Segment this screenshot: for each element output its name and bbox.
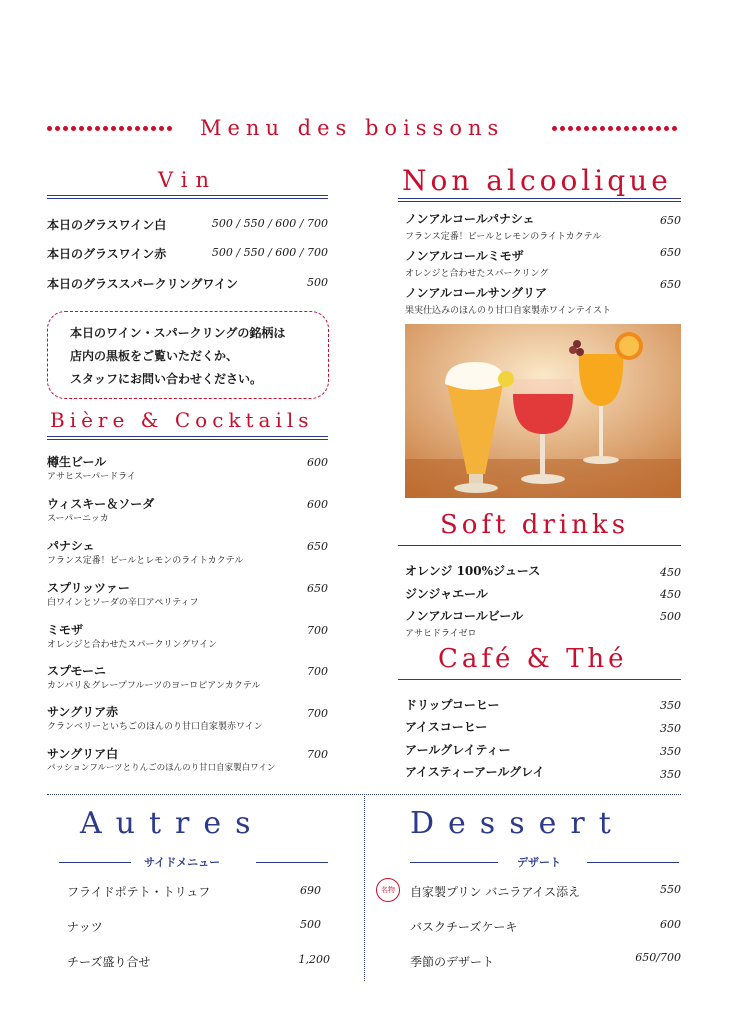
biere-sub-4: オレンジと合わせたスパークリングワイン <box>47 640 218 650</box>
drinks-photo <box>405 324 681 498</box>
vin-price-0: 500 / 550 / 600 / 700 <box>211 217 328 230</box>
drinks-illustration <box>405 324 681 498</box>
non-alc-rule-1 <box>398 198 681 199</box>
biere-price-2: 650 <box>307 540 328 553</box>
dessert-item-0: 自家製プリン バニラアイス添え <box>410 885 581 899</box>
dessert-item-2: 季節のデザート <box>410 955 495 969</box>
non-alc-price-2: 650 <box>660 278 681 291</box>
autres-item-0: フライドポテト・トリュフ <box>67 885 211 899</box>
autres-price-0: 690 <box>300 884 321 897</box>
biere-price-6: 700 <box>307 707 328 720</box>
biere-item-1: ウィスキー＆ソーダ <box>47 497 155 511</box>
biere-sub-7: パッションフルーツとりんごのほんのり甘口自家製白ワイン <box>47 763 276 773</box>
vin-price-2: 500 <box>307 276 328 289</box>
non-alc-item-0: ノンアルコールパナシェ <box>405 212 535 226</box>
non-alc-rule-2 <box>398 201 681 202</box>
cafe-title: Café & Thé <box>438 644 628 674</box>
notice-line-2: スタッフにお問い合わせください。 <box>70 372 263 386</box>
biere-title: Bière & Cocktails <box>50 408 314 432</box>
dessert-rule-right <box>587 862 679 863</box>
biere-item-2: パナシェ <box>47 539 95 553</box>
soft-item-2: ノンアルコールビール <box>405 609 524 623</box>
soft-item-0: オレンジ 100%ジュース <box>405 564 541 578</box>
non-alc-price-0: 650 <box>660 214 681 227</box>
vin-item-2: 本日のグラススパークリングワイン <box>47 277 239 291</box>
cafe-item-0: ドリップコーヒー <box>405 698 500 712</box>
soft-price-0: 450 <box>660 566 681 579</box>
biere-rule-1 <box>47 436 328 437</box>
biere-price-0: 600 <box>307 456 328 469</box>
soft-price-2: 500 <box>660 610 681 623</box>
biere-sub-5: カンパリ＆グレープフルーツのヨーロピアンカクテル <box>47 681 261 691</box>
dessert-price-0: 550 <box>660 883 681 896</box>
dessert-price-2: 650/700 <box>635 951 681 964</box>
dessert-subtitle: デザート <box>517 856 561 869</box>
biere-sub-6: クランベリーといちごのほんのり甘口自家製赤ワイン <box>47 722 263 732</box>
notice-line-1: 店内の黒板をご覧いただくか、 <box>70 349 239 363</box>
vin-item-1: 本日のグラスワイン赤 <box>47 247 167 261</box>
header-dots-left <box>47 124 179 134</box>
vin-rule-2 <box>47 198 328 199</box>
menu-title: Menu des boissons <box>200 116 505 140</box>
cafe-rule <box>398 679 681 680</box>
autres-item-2: チーズ盛り合せ <box>67 955 151 969</box>
autres-title: Autres <box>80 806 265 841</box>
soft-price-1: 450 <box>660 588 681 601</box>
biere-item-0: 樽生ビール <box>47 455 107 469</box>
dessert-item-1: バスクチーズケーキ <box>410 920 518 934</box>
soft-rule <box>398 545 681 546</box>
dessert-price-1: 600 <box>660 918 681 931</box>
soft-title: Soft drinks <box>440 510 630 540</box>
biere-item-3: スプリッツァー <box>47 581 130 595</box>
vin-price-1: 500 / 550 / 600 / 700 <box>211 246 328 259</box>
non-alc-item-2: ノンアルコールサングリア <box>405 286 547 300</box>
meibutsu-badge: 名物 <box>376 878 400 902</box>
non-alc-item-1: ノンアルコールミモザ <box>405 249 524 263</box>
biere-item-7: サングリア白 <box>47 747 119 761</box>
biere-price-5: 700 <box>307 665 328 678</box>
section-divider-horizontal <box>47 794 681 795</box>
vin-title: Vin <box>158 168 218 192</box>
autres-subtitle: サイドメニュー <box>144 856 221 869</box>
biere-item-5: スプモーニ <box>47 664 107 678</box>
vin-rule-1 <box>47 195 328 196</box>
soft-item-1: ジンジャエール <box>405 587 488 601</box>
soft-sub-2: アサヒドライゼロ <box>405 629 477 639</box>
biere-item-6: サングリア赤 <box>47 705 119 719</box>
cafe-price-2: 350 <box>660 745 681 758</box>
cafe-item-1: アイスコーヒー <box>405 720 488 734</box>
non-alc-title: Non alcoolique <box>402 164 672 197</box>
wine-notice-box <box>47 311 329 399</box>
autres-rule-left <box>59 862 131 863</box>
autres-item-1: ナッツ <box>67 920 103 934</box>
non-alc-sub-0: フランス定番！ビールとレモンのライトカクテル <box>405 232 602 242</box>
biere-rule-2 <box>47 439 328 440</box>
cafe-item-3: アイスティーアールグレイ <box>405 765 545 779</box>
biere-sub-2: フランス定番！ビールとレモンのライトカクテル <box>47 556 244 566</box>
dessert-title: Dessert <box>410 806 625 841</box>
cafe-price-0: 350 <box>660 699 681 712</box>
biere-price-7: 700 <box>307 748 328 761</box>
section-divider-vertical <box>364 796 365 981</box>
non-alc-price-1: 650 <box>660 246 681 259</box>
biere-price-3: 650 <box>307 582 328 595</box>
header-dots-right <box>552 124 684 134</box>
cafe-price-3: 350 <box>660 768 681 781</box>
biere-price-1: 600 <box>307 498 328 511</box>
biere-price-4: 700 <box>307 624 328 637</box>
biere-sub-0: アサヒスーパードライ <box>47 472 136 482</box>
notice-line-0: 本日のワイン・スパークリングの銘柄は <box>70 326 286 340</box>
non-alc-sub-2: 果実仕込みのほんのり甘口自家製赤ワインテイスト <box>405 306 612 316</box>
vin-item-0: 本日のグラスワイン白 <box>47 218 167 232</box>
biere-item-4: ミモザ <box>47 623 84 637</box>
autres-rule-right <box>256 862 328 863</box>
non-alc-sub-1: オレンジと合わせたスパークリング <box>405 269 549 279</box>
biere-sub-3: 白ワインとソーダの辛口アペリティフ <box>47 598 199 608</box>
cafe-item-2: アールグレイティー <box>405 743 511 757</box>
biere-sub-1: スーパーニッカ <box>47 514 109 524</box>
autres-price-1: 500 <box>300 918 321 931</box>
autres-price-2: 1,200 <box>298 953 330 966</box>
cafe-price-1: 350 <box>660 722 681 735</box>
dessert-rule-left <box>410 862 498 863</box>
